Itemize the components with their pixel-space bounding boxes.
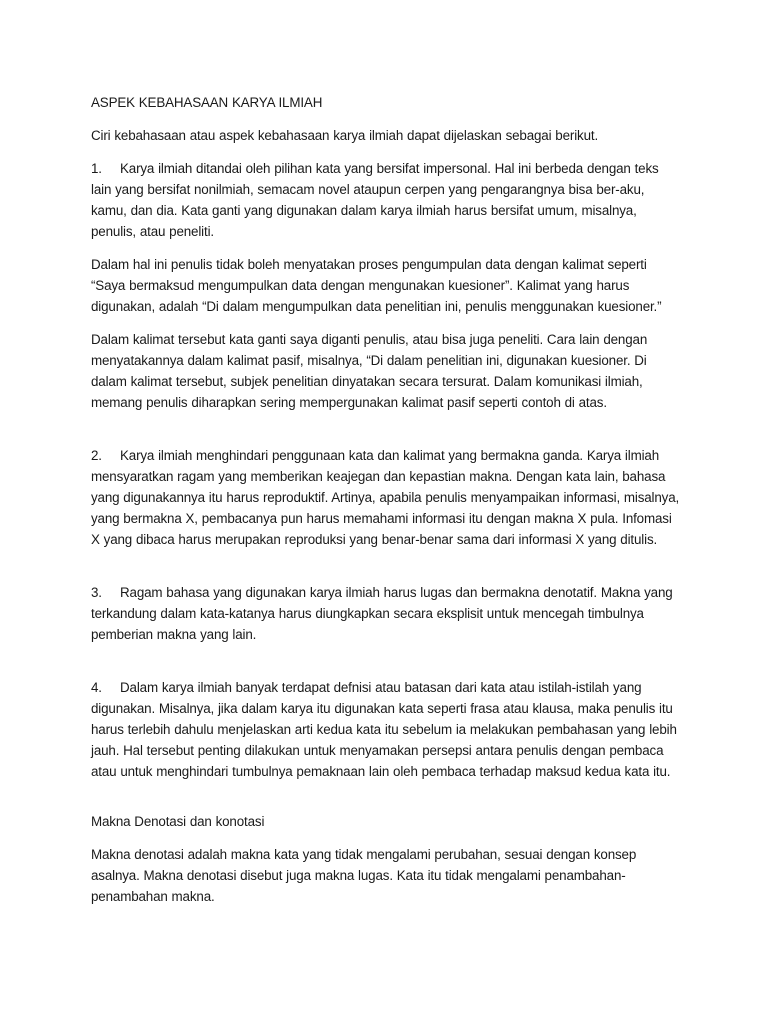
list-item-4 bbox=[91, 677, 681, 782]
list-number-2: 2. bbox=[91, 448, 102, 463]
intro-paragraph: Ciri kebahasaan atau aspek kebahasaan karya ilmiah dapat dijelaskan sebagai berikut. bbox=[91, 128, 599, 143]
list-number-1: 1. bbox=[91, 161, 102, 176]
list-text-3: Ragam bahasa yang digunakan karya ilmiah harus lugas dan bermakna denotatif. Makna yang terkandung dalam kata-katanya harus diungkapkan secara eksplisit untuk mencegah timbulnya pemberian makna yang lain. bbox=[91, 585, 673, 642]
document-title: ASPEK KEBAHASAAN KARYA ILMIAH bbox=[91, 95, 323, 110]
spacer bbox=[91, 425, 681, 445]
spacer bbox=[91, 657, 681, 677]
document-body bbox=[91, 92, 681, 919]
paragraph-a: Dalam hal ini penulis tidak boleh menyatakan proses pengumpulan data dengan kalimat seperti “Saya bermaksud mengumpulkan data dengan mengunakan kuesioner”. Kalimat yang harus digunakan, adalah “Di dalam mengumpulkan data penelitian ini, penulis menggunakan kuesioner.” bbox=[91, 257, 662, 314]
list-text-4: Dalam karya ilmiah banyak terdapat defnisi atau batasan dari kata atau istilah-istilah yang digunakan. Misalnya, jika dalam karya itu digunakan kata seperti frasa atau klausa, maka penulis itu harus terlebih dahulu menjelaskan arti kedua kata itu sebelum ia melakukan pembahasan yang lebih jauh. Hal tersebut penting dilakukan untuk menyamakan persepsi antara penulis dengan pembaca atau untuk menghindari tumbulnya pemaknaan lain oleh pembaca terhadap maksud kedua kata itu. bbox=[91, 680, 677, 779]
list-text-2: Karya ilmiah menghindari penggunaan kata dan kalimat yang bermakna ganda. Karya ilmiah mensyaratkan ragam yang memberikan keajegan dan kepastian makna. Dengan kata lain, bahasa yang digunakannya itu harus reproduktif. Artinya, apabila penulis menyampaikan informasi, misalnya, yang bermakna X, pembacanya pun harus memahami informasi itu dengan makna X pula. Infomasi X yang dibaca harus merupakan reproduksi yang benar-benar sama dari informasi X yang ditulis. bbox=[91, 448, 680, 547]
section-subheading: Makna Denotasi dan konotasi bbox=[91, 814, 265, 829]
list-item-1 bbox=[91, 158, 681, 242]
list-text-1: Karya ilmiah ditandai oleh pilihan kata yang bersifat impersonal. Hal ini berbeda dengan teks lain yang bersifat nonilmiah, semacam novel ataupun cerpen yang pengarangnya bisa ber-aku, kamu, dan dia. Kata ganti yang digunakan dalam karya ilmiah harus bersifat umum, misalnya, penulis, atau peneliti. bbox=[91, 161, 659, 239]
paragraph-c: Makna denotasi adalah makna kata yang tidak mengalami perubahan, sesuai dengan konsep asalnya. Makna denotasi disebut juga makna lugas. Kata itu tidak mengalami penambahan-penambahan makna. bbox=[91, 847, 637, 904]
spacer bbox=[91, 562, 681, 582]
list-item-2 bbox=[91, 445, 681, 550]
paragraph-b: Dalam kalimat tersebut kata ganti saya diganti penulis, atau bisa juga peneliti. Cara lain dengan menyatakannya dalam kalimat pasif, misalnya, “Di dalam penelitian ini, digunakan kuesioner. Di dalam kalimat tersebut, subjek penelitian dinyatakan secara tersurat. Dalam komunikasi ilmiah, memang penulis diharapkan sering mempergunakan kalimat pasif seperti contoh di atas. bbox=[91, 332, 648, 410]
list-number-3: 3. bbox=[91, 585, 102, 600]
list-number-4: 4. bbox=[91, 680, 102, 695]
spacer bbox=[91, 794, 681, 811]
list-item-3 bbox=[91, 582, 681, 645]
